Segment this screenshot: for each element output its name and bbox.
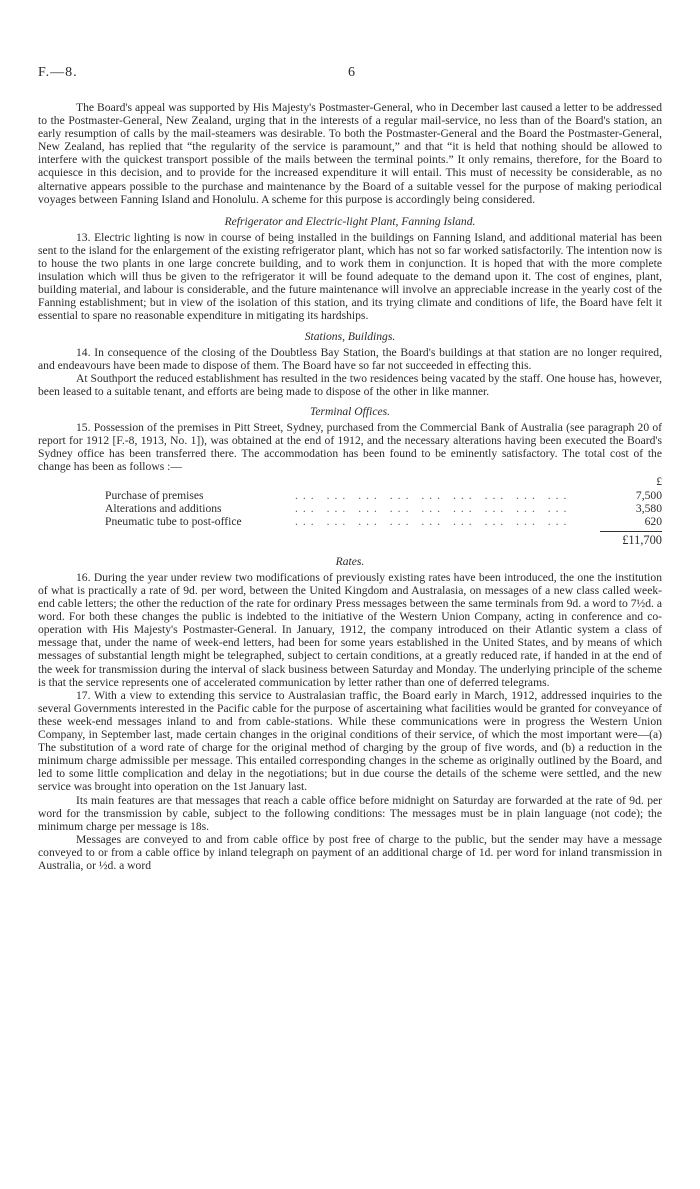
- leader-dots: ... ... ... ... ... ... ... ... ...: [295, 514, 572, 528]
- cost-table: [38, 475, 662, 547]
- section-heading-stations: Stations, Buildings.: [304, 329, 396, 343]
- cost-item-label: Pneumatic tube to post-office: [105, 514, 242, 528]
- section-heading-terminal-offices: Terminal Offices.: [309, 404, 391, 418]
- paragraph-16: 16. During the year under review two modifications of previously existing rates have been introduced, the one the institution of what is practically a rate of 9d. per word, between the United Kingdom and Australasia, on messages of a new class called week-end cable letters; the other the reduction of the rate for ordinary Press messages between the same terminals from 9d. a word to 7½d. a word. For both these changes the public is indebted to the initiative of the Western Union Company, acting in conference and co-operation with His Majesty's Postmaster-General. In January, 1912, the company introduced on their Atlantic system a class of message that, under the name of week-end letters, had been for some years established in the United States, and by means of which messages of substantial length might be telegraphed, subject to certain conditions, at a greatly reduced rate, if handed in at the end of the week for transmission during the interval of slack business between Saturday and Monday. The underlying principle of the scheme is that the service represents one of accelerated communication by letter rather than one of deferred telegrams.: [38, 570, 662, 689]
- currency-symbol: £: [656, 475, 662, 489]
- section-heading-rates: Rates.: [335, 554, 365, 568]
- cost-item-label: Alterations and additions: [105, 501, 222, 515]
- page-code: F.—8.: [38, 65, 78, 80]
- cost-item-label: Purchase of premises: [105, 488, 204, 502]
- paragraph-17: 17. With a view to extending this service to Australasian traffic, the Board early in March, 1912, addressed inquiries to the several Governments interested in the Pacific cable for the purpose of ascertaining what facilities would be granted for conveyance of these week-end messages inland to and from cable-stations. While these communications were in progress the Western Union Company, in September last, made certain changes in the original conditions of their service, of which the most important were—(a) The substitution of a word rate of charge for the original method of charging by the group of five words, and (b) a reduction in the minimum charge admissible per message. This entailed corresponding changes in the scheme as originally outlined by the Board, and led to some little complication and delay in the negotiations; but in due course the details of the scheme were settled, and the new service was brought into operation on the 1st January last.: [38, 688, 662, 794]
- cost-item-amount: 7,500: [635, 488, 662, 502]
- paragraph-13: 13. Electric lighting is now in course of being installed in the buildings on Fanning Island, and additional material has been sent to the island for the enlargement of the existing refrigerator plant, which has not so far worked satisfactorily. The intention now is to house the two plants in one large concrete building, and to work them in conjunction. It is hoped that with the more complete insulation which will thus be given to the refrigerator it will be found adequate to the demand upon it. The cost of engines, plant, building material, and labour is considerable, and the future maintenance will involve an appreciable increase in the yearly cost of the Fanning establishment; but in view of the isolation of this station, and its trying climate and conditions of life, the Board have felt it essential to spare no reasonable expenditure in mitigating its hardships.: [38, 230, 662, 323]
- cost-total: £11,700: [622, 532, 662, 547]
- paragraph-intro: The Board's appeal was supported by His Majesty's Postmaster-General, who in December last caused a letter to be addressed to the Postmaster-General, New Zealand, urging that in the interests of a regular mail-service, no less than of the Board's station, an early resumption of calls by the mail-steamers was desirable. To both the Postmaster-General and the Board the Postmaster-General, New Zealand, has replied that “the regularity of the service is paramount,” and that “it is held that nothing should be allowed to interfere with the quickest transport possible of the mails between the terminal points.” It only remains, therefore, for the Board to acquiesce in this decision, and to provide for the increased expenditure it will entail. This must of necessity be considerable, as no alternative appears possible to the purchase and maintenance by the Board of a suitable vessel for the purpose of making periodical voyages between Fanning Island and Honolulu. A scheme for this purpose is accordingly being considered.: [38, 101, 662, 206]
- paragraph-17b: Its main features are that messages that reach a cable office before midnight on Saturday are forwarded at the rate of 9d. per word for the transmission by cable, subject to the following conditions: The messages must be in plain language (not code); the minimum charge per message is 18s.: [38, 793, 662, 833]
- cost-row: [38, 502, 662, 515]
- cost-row: [38, 489, 662, 502]
- section-heading-refrigerator: Refrigerator and Electric-light Plant, Fanning Island.: [224, 214, 476, 228]
- paragraph-14b: At Southport the reduced establishment has resulted in the two residences being vacated by the staff. One house has, however, been leased to a suitable tenant, and efforts are being made to dispose of the other in like manner.: [38, 371, 662, 398]
- paragraph-14: 14. In consequence of the closing of the Doubtless Bay Station, the Board's buildings at that station are no longer required, and endeavours have been made to dispose of them. The Board have so far not succeeded in effecting this.: [38, 345, 662, 372]
- page-number: 6: [348, 65, 355, 80]
- cost-item-amount: 3,580: [635, 501, 662, 515]
- paragraph-17c: Messages are conveyed to and from cable office by post free of charge to the public, but the sender may have a message conveyed to or from a cable office by inland telegraph on payment of an additional charge of 1d. per word for inland transmission in Australia, or ½d. a word: [38, 832, 662, 872]
- leader-dots: ... ... ... ... ... ... ... ... ...: [295, 488, 572, 502]
- document-body: [38, 101, 662, 872]
- cost-item-amount: 620: [644, 514, 662, 528]
- leader-dots: ... ... ... ... ... ... ... ... ...: [295, 501, 572, 515]
- paragraph-15: 15. Possession of the premises in Pitt Street, Sydney, purchased from the Commercial Bank of Australia (see paragraph 20 of report for 1912 [F.-8, 1913, No. 1]), was obtained at the end of 1912, and the necessary alterations having been executed the Board's Sydney office has been transferred there. The accommodation has been found to be eminently satisfactory. The total cost of the change has been as follows :—: [38, 421, 662, 474]
- cost-row: [38, 515, 662, 528]
- page-header: [38, 66, 662, 82]
